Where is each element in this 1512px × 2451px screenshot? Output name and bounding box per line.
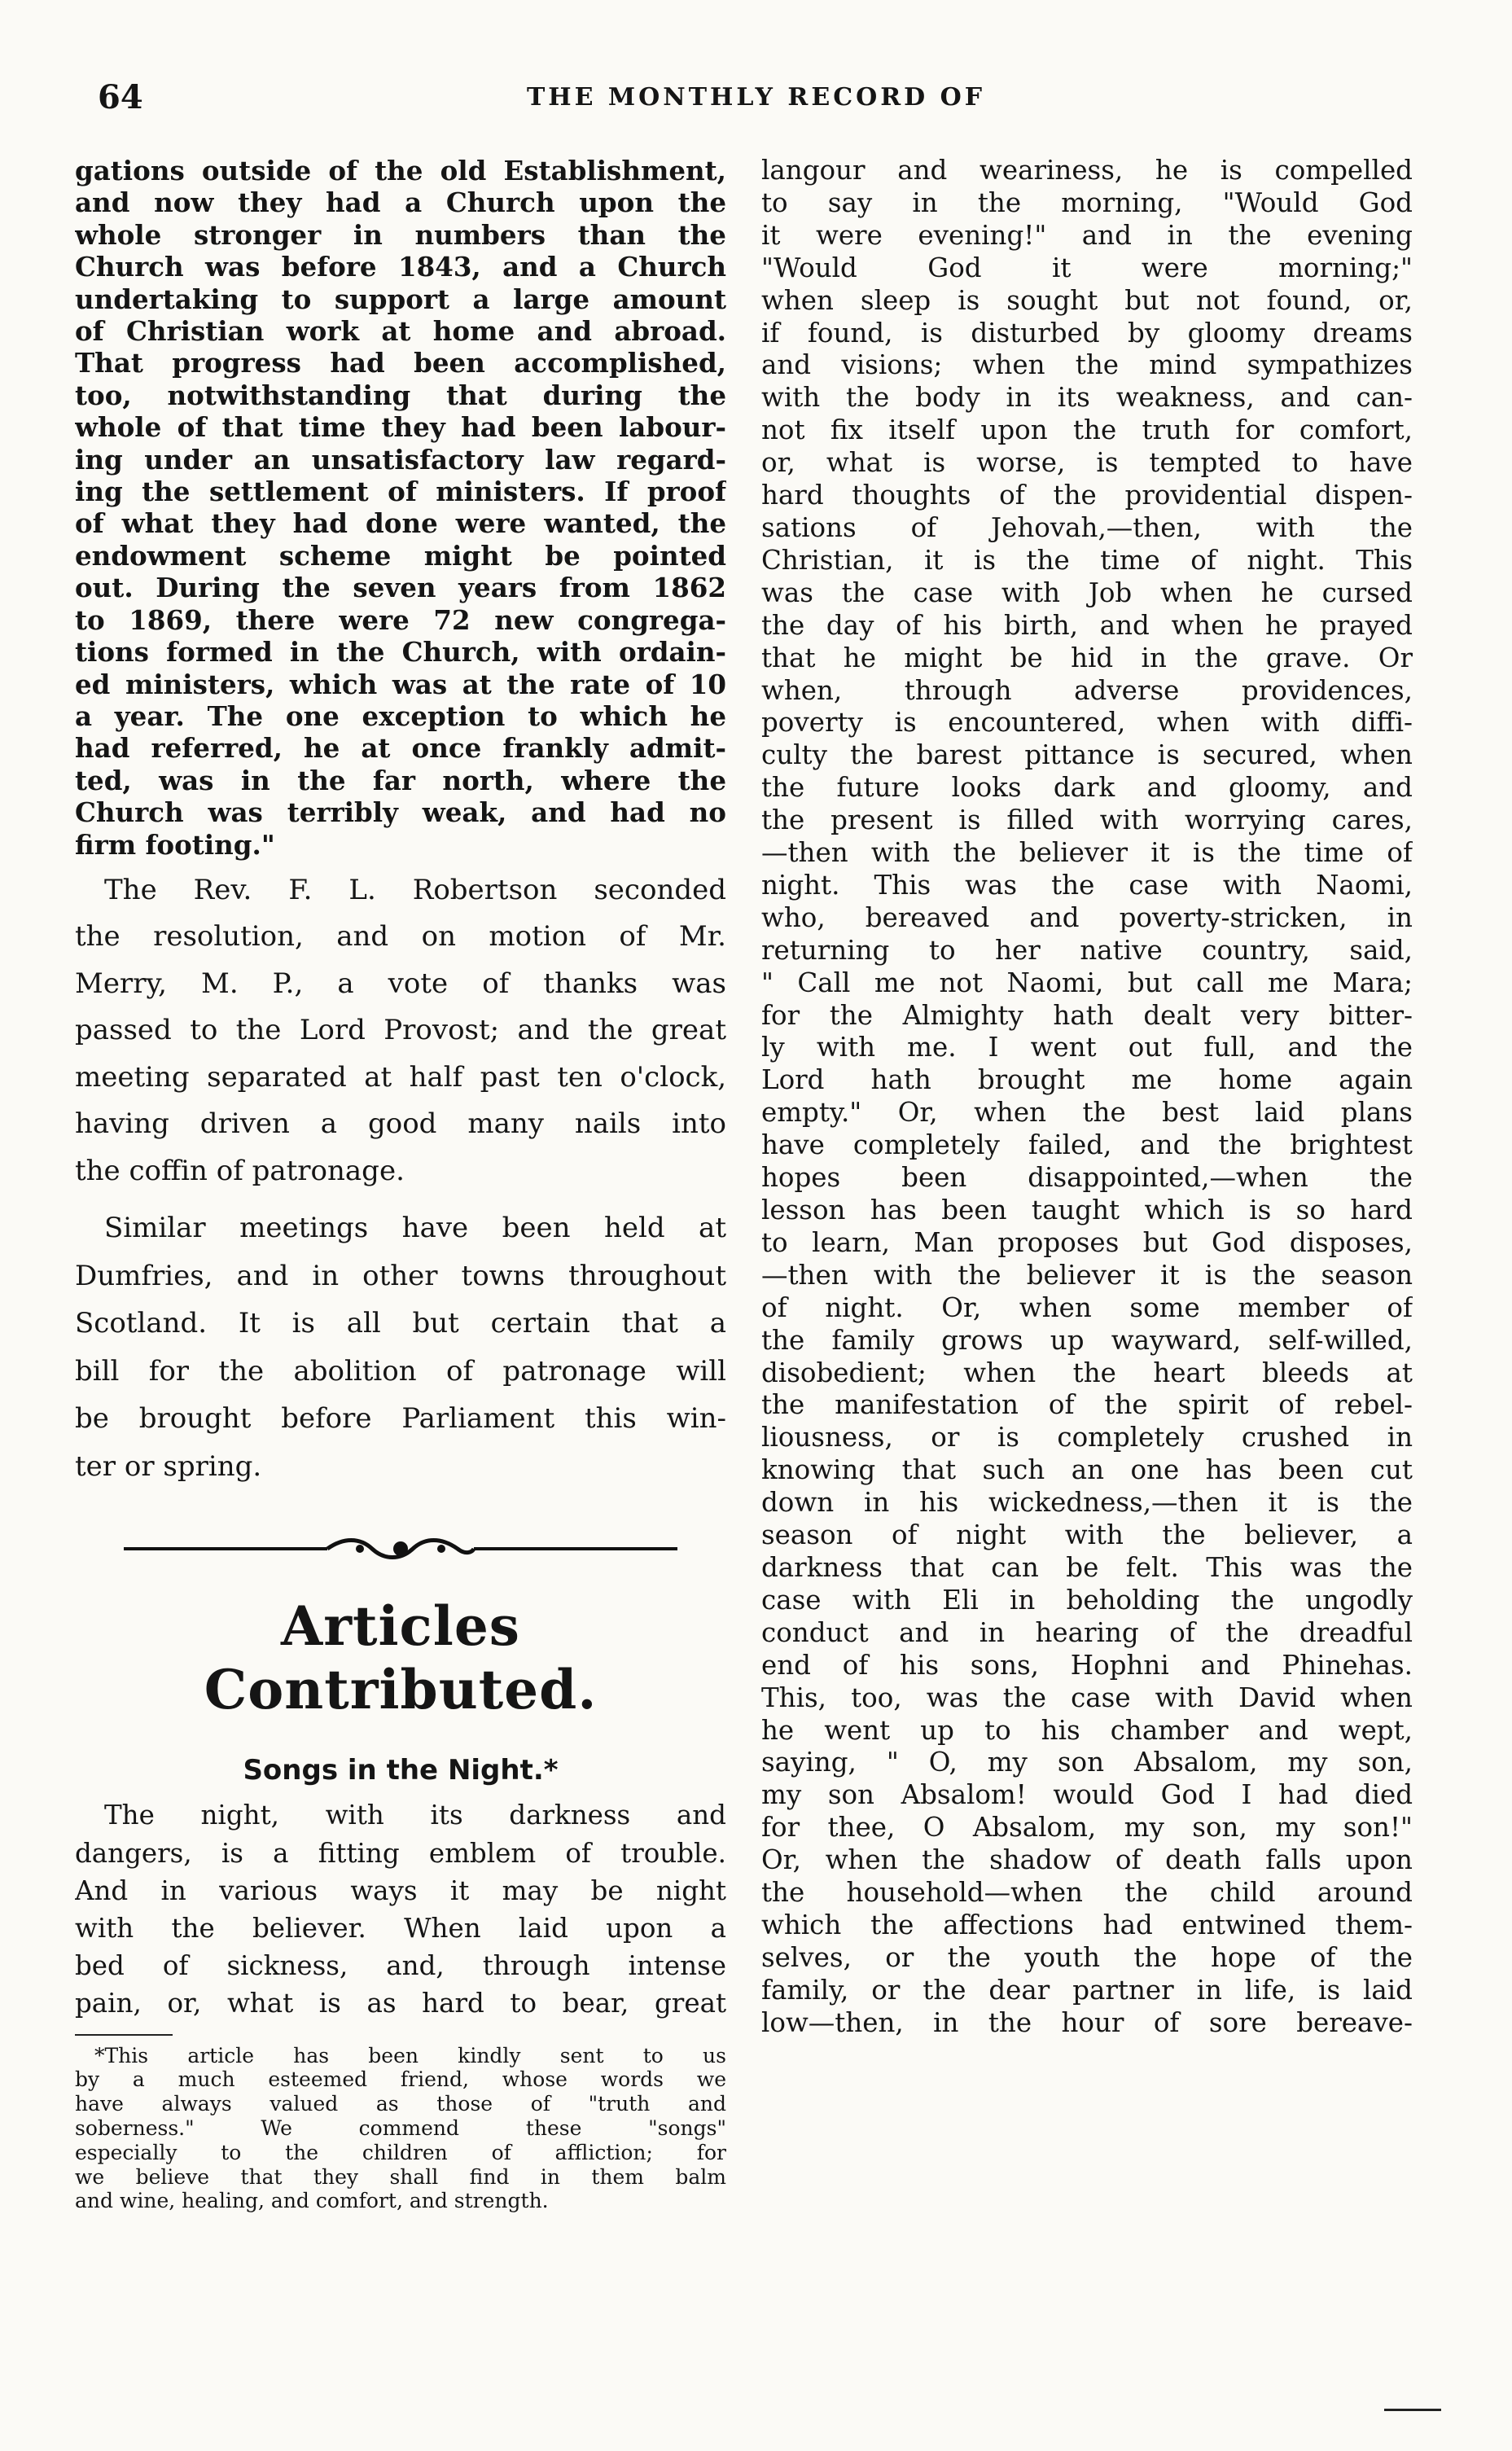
text-line: hopes been disappointed,—when the — [761, 1162, 1413, 1194]
text-line: meeting separated at half past ten o'clock, — [75, 1060, 726, 1094]
article-title: Songs in the Night.* — [243, 1754, 559, 1787]
text-line: lesson has been taught which is so hard — [761, 1195, 1413, 1226]
text-line: especially to the children of affliction; for — [75, 2140, 726, 2164]
text-line: have always valued as those of "truth and — [75, 2092, 726, 2116]
text-line: have completely failed, and the brightest — [761, 1129, 1413, 1161]
robertson-paragraph — [75, 867, 726, 1195]
similar-meetings-paragraph — [75, 1204, 726, 1490]
text-line: Scotland. It is all but certain that a — [75, 1307, 726, 1340]
text-line: to say in the morning, "Would God — [761, 186, 1413, 218]
text-line: poverty is encountered, when with diffi- — [761, 707, 1413, 739]
text-line: " Call me not Naomi, but call me Mara; — [761, 967, 1413, 998]
text-line: pain, or, what is as hard to bear, great — [75, 1988, 726, 2019]
text-line: who, bereaved and poverty-stricken, in — [761, 901, 1413, 933]
text-line: Dumfries, and in other towns throughout — [75, 1259, 726, 1292]
text-line: the coffin of patronage. — [75, 1154, 405, 1187]
text-line: not fix itself upon the truth for comfort, — [761, 414, 1413, 446]
text-line: *This article has been kindly sent to us — [94, 2043, 726, 2067]
text-line: Merry, M. P., a vote of thanks was — [75, 967, 726, 1000]
text-line: which the affections had entwined them- — [761, 1909, 1413, 1940]
text-line: that he might be hid in the grave. Or — [761, 642, 1413, 673]
text-line: langour and weariness, he is compelled — [761, 155, 1413, 186]
text-line: we believe that they shall find in them balm — [75, 2164, 726, 2189]
text-line: culty the barest pittance is secured, when — [761, 739, 1413, 771]
text-line: Or, when the shadow of death falls upon — [761, 1844, 1413, 1876]
text-line: too, notwithstanding that during the — [75, 379, 726, 411]
text-line: firm footing." — [75, 828, 275, 861]
text-line: having driven a good many nails into — [75, 1107, 726, 1141]
page-number: 64 — [98, 78, 143, 116]
text-line: for the Almighty hath dealt very bitter- — [761, 999, 1413, 1031]
page-header — [0, 78, 1512, 127]
text-line: of night. Or, when some member of — [761, 1291, 1413, 1323]
text-line: endowment scheme might be pointed — [75, 539, 726, 572]
text-line: hard thoughts of the providential dispen- — [761, 480, 1413, 511]
text-line: down in his wickedness,—then it is the — [761, 1487, 1413, 1519]
text-line: to learn, Man proposes but God disposes, — [761, 1226, 1413, 1258]
text-line: my son Absalom! would God I had died — [761, 1779, 1413, 1811]
text-line: —then with the believer it is the season — [761, 1259, 1413, 1291]
continued-paragraph — [75, 155, 726, 861]
text-line: with the body in its weakness, and can- — [761, 382, 1413, 414]
text-line: Similar meetings have been held at — [104, 1212, 726, 1245]
text-line: ly with me. I went out full, and the — [761, 1032, 1413, 1063]
text-line: ted, was in the far north, where the — [75, 764, 726, 796]
text-line: ing the settlement of ministers. If proof — [75, 476, 726, 508]
text-line: saying, " O, my son Absalom, my son, — [761, 1747, 1413, 1778]
text-line: empty." Or, when the best laid plans — [761, 1097, 1413, 1129]
text-line: knowing that such an one has been cut — [761, 1454, 1413, 1486]
text-line: gations outside of the old Establishment, — [75, 155, 726, 186]
footnote-rule — [75, 2034, 173, 2036]
text-line: end of his sons, Hophni and Phinehas. — [761, 1649, 1413, 1681]
text-line: had referred, he at once frankly admit- — [75, 732, 726, 765]
text-line: ter or spring. — [75, 1449, 262, 1483]
text-line: it were evening!" and in the evening — [761, 219, 1413, 251]
text-line: the manifestation of the spirit of rebel- — [761, 1389, 1413, 1421]
text-line: bill for the abolition of patronage will — [75, 1354, 726, 1388]
text-line: Lord hath brought me home again — [761, 1064, 1413, 1096]
text-line: This, too, was the case with David when — [761, 1682, 1413, 1713]
text-line: and now they had a Church upon the — [75, 186, 726, 219]
text-line: out. During the seven years from 1862 — [75, 572, 726, 604]
text-line: —then with the believer it is the time of — [761, 837, 1413, 869]
right-column — [761, 155, 1413, 2040]
text-line: of what they had done were wanted, the — [75, 507, 726, 540]
text-line: The Rev. F. L. Robertson seconded — [104, 873, 726, 906]
text-line: tions formed in the Church, with ordain- — [75, 636, 726, 669]
text-line: season of night with the believer, a — [761, 1519, 1413, 1551]
text-line: sations of Jehovah,—then, with the — [761, 511, 1413, 543]
text-line: undertaking to support a large amount — [75, 283, 726, 315]
text-line: the resolution, and on motion of Mr. — [75, 920, 726, 954]
text-line: soberness." We commend these "songs" — [75, 2116, 726, 2141]
text-line: the household—when the child around — [761, 1877, 1413, 1909]
text-line: And in various ways it may be night — [75, 1874, 726, 1906]
text-line: Christian, it is the time of night. This — [761, 544, 1413, 576]
text-line: The night, with its darkness and — [104, 1800, 726, 1831]
article-opening-paragraph — [75, 1796, 726, 2022]
text-line: for thee, O Absalom, my son, my son!" — [761, 1812, 1413, 1844]
footnote — [75, 2044, 726, 2214]
text-line: when, through adverse providences, — [761, 674, 1413, 706]
text-line: or, what is worse, is tempted to have — [761, 447, 1413, 479]
text-line: and wine, healing, and comfort, and strength. — [75, 2189, 549, 2213]
text-line: family, or the dear partner in life, is laid — [761, 1974, 1413, 2006]
text-line: returning to her native country, said, — [761, 934, 1413, 966]
page-end-rule — [1384, 2409, 1441, 2411]
text-line: ed ministers, which was at the rate of 10 — [75, 668, 726, 700]
text-line: he went up to his chamber and wept, — [761, 1714, 1413, 1746]
text-line: liousness, or is completely crushed in — [761, 1422, 1413, 1454]
text-line: whole stronger in numbers than the — [75, 218, 726, 251]
text-line: darkness that can be felt. This was the — [761, 1551, 1413, 1583]
text-line: the family grows up wayward, self-willed, — [761, 1324, 1413, 1356]
text-line: whole of that time they had been labour- — [75, 411, 726, 444]
text-line: the day of his birth, and when he prayed — [761, 609, 1413, 641]
text-line: Church was terribly weak, and had no — [75, 796, 726, 829]
ornament-divider-icon — [124, 1532, 677, 1565]
text-line: the future looks dark and gloomy, and — [761, 772, 1413, 804]
text-line: passed to the Lord Provost; and the great — [75, 1014, 726, 1047]
text-line: was the case with Job when he cursed — [761, 577, 1413, 608]
text-line: Church was before 1843, and a Church — [75, 251, 726, 283]
text-line: bed of sickness, and, through intense — [75, 1950, 726, 1982]
text-line: night. This was the case with Naomi, — [761, 869, 1413, 901]
text-line: when sleep is sought but not found, or, — [761, 284, 1413, 316]
text-line: a year. The one exception to which he — [75, 699, 726, 732]
text-line: and visions; when the mind sympathizes — [761, 349, 1413, 381]
section-title: Articles Contributed. — [204, 1594, 598, 1722]
text-line: "Would God it were morning;" — [761, 252, 1413, 283]
text-line: dangers, is a fitting emblem of trouble. — [75, 1837, 726, 1869]
text-line: conduct and in hearing of the dreadful — [761, 1616, 1413, 1648]
text-line: if found, is disturbed by gloomy dreams — [761, 317, 1413, 349]
text-line: by a much esteemed friend, whose words we — [75, 2067, 726, 2092]
article-continuation — [761, 155, 1413, 2040]
text-line: to 1869, there were 72 new congrega- — [75, 603, 726, 636]
text-line: be brought before Parliament this win- — [75, 1402, 726, 1436]
text-line: case with Eli in beholding the ungodly — [761, 1584, 1413, 1616]
text-line: low—then, in the hour of sore bereave- — [761, 2006, 1413, 2038]
text-line: disobedient; when the heart bleeds at — [761, 1357, 1413, 1388]
running-title: THE MONTHLY RECORD OF — [526, 83, 986, 112]
text-line: with the believer. When laid upon a — [75, 1913, 726, 1945]
text-line: selves, or the youth the hope of the — [761, 1941, 1413, 1973]
text-line: That progress had been accomplished, — [75, 347, 726, 379]
text-line: ing under an unsatisfactory law regard- — [75, 443, 726, 476]
text-line: the present is filled with worrying cares, — [761, 805, 1413, 836]
left-column — [75, 155, 726, 2213]
text-line: of Christian work at home and abroad. — [75, 315, 726, 348]
